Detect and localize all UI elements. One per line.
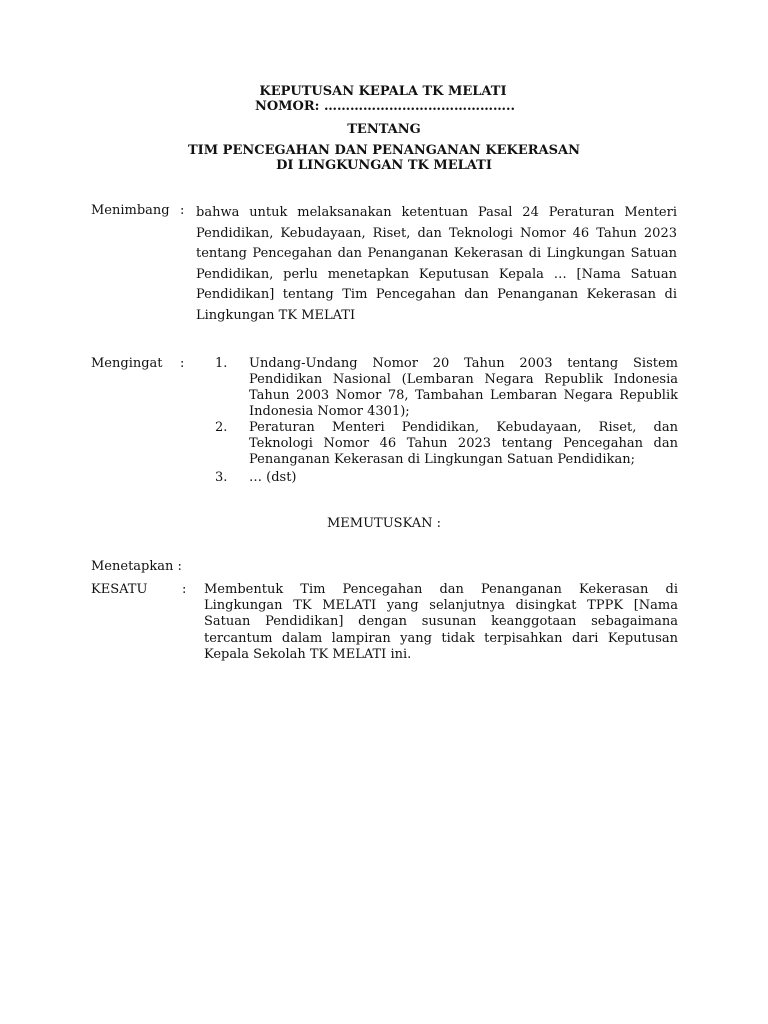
decree-number (0, 99, 768, 114)
tentang-heading (0, 122, 768, 137)
subject-line-2-text: DI LINGKUNGAN TK MELATI (276, 158, 492, 173)
menimbang-paragraph: bahwa untuk melaksanakan ketentuan Pasal 24 Peraturan Menteri Pendidikan, Kebudayaan, Riset, dan Teknologi Nomor 46 Tahun 2023 tentang Pencegahan dan Penanganan Kekerasan di Lingkungan Satuan Pendidikan, perlu menetapkan Keputusan Kepala … [Nama Satuan Pendidikan] tentang Tim Pencegahan dan Penanganan Kekerasan di Lingkungan TK MELATI (196, 205, 677, 323)
list-number: 3. (215, 470, 228, 485)
subject-line-1 (0, 143, 768, 158)
menimbang-label: Menimbang (91, 203, 170, 218)
subject-line-1-text: TIM PENCEGAHAN DAN PENANGANAN KEKERASAN (188, 143, 580, 158)
memutuskan-text: MEMUTUSKAN : (326, 516, 442, 531)
tentang-text: TENTANG (347, 122, 421, 137)
mengingat-item-1 (215, 356, 678, 419)
decree-title (0, 84, 768, 99)
list-text: … (dst) (249, 470, 297, 485)
list-number: 1. (215, 356, 228, 371)
decree-title-text: KEPUTUSAN KEPALA TK MELATI (259, 84, 507, 99)
list-text: Undang-Undang Nomor 20 Tahun 2003 tentang Sistem Pendidikan Nasional (Lembaran Negara Republik Indonesia Tahun 2003 Nomor 78, Tambahan Lembaran Negara Republik Indonesia Nomor 4301); (249, 356, 678, 419)
mengingat-label: Mengingat (91, 356, 163, 371)
decree-number-text: NOMOR: …………………………………….. (254, 99, 516, 114)
list-number: 2. (215, 420, 228, 435)
menetapkan-label: Menetapkan : (91, 559, 182, 574)
mengingat-item-3 (215, 470, 678, 488)
list-text: Peraturan Menteri Pendidikan, Kebudayaan, Riset, dan Teknologi Nomor 46 Tahun 2023 tentang Pencegahan dan Penanganan Kekerasan di Lingkungan Satuan Pendidikan; (249, 420, 678, 467)
kesatu-text (204, 582, 678, 663)
menimbang-colon: : (180, 203, 185, 218)
memutuskan-heading (0, 516, 768, 531)
mengingat-item-2 (215, 420, 678, 470)
kesatu-label: KESATU (91, 582, 148, 597)
subject-line-2 (0, 158, 768, 173)
kesatu-paragraph: Membentuk Tim Pencegahan dan Penanganan Kekerasan di Lingkungan TK MELATI yang selanjutnya disingkat TPPK [Nama Satuan Pendidikan] dengan susunan keanggotaan sebagaimana tercantum dalam lampiran yang tidak terpisahkan dari Keputusan Kepala Sekolah TK MELATI ini. (204, 582, 678, 662)
menimbang-text (196, 203, 677, 326)
kesatu-colon: : (182, 582, 187, 597)
mengingat-colon: : (180, 356, 185, 371)
